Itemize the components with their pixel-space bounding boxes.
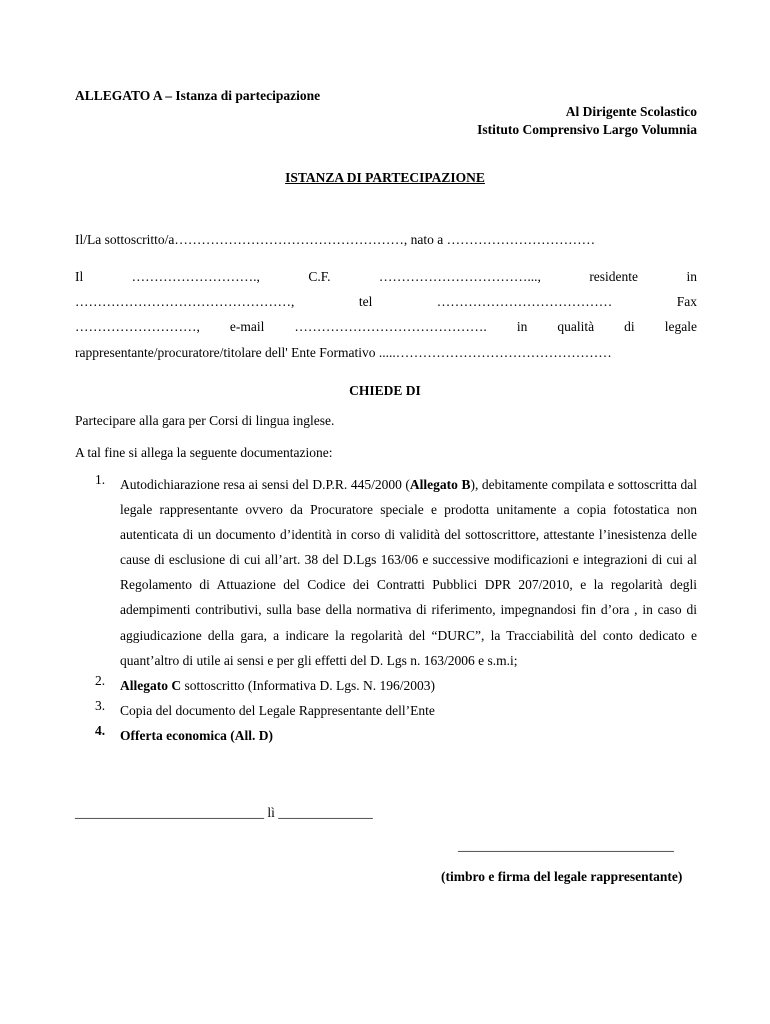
item-bold-text: Allegato B (409, 477, 471, 492)
list-item (95, 472, 697, 673)
form-line-4-part: legale (664, 319, 697, 334)
form-line-4-part: qualità (557, 319, 595, 334)
signature-line: ________________________________ (458, 838, 674, 853)
request-heading: CHIEDE DI (349, 383, 421, 398)
form-line-2-part: in (686, 269, 697, 284)
form-line-2 (75, 269, 697, 285)
list-item (95, 723, 697, 748)
item-text: Copia del documento del Legale Rappresentante dell’Ente (120, 702, 435, 718)
form-line-3-part: Fax (676, 294, 697, 309)
form-line-2-part: residente (589, 269, 639, 284)
form-line-3 (75, 294, 697, 310)
place-date-field: ____________________________ lì ______________ (75, 805, 373, 820)
form-line-2-part: ………………………., (131, 269, 260, 284)
form-line-4 (75, 319, 697, 335)
form-line-4-part: e-mail (229, 319, 265, 334)
item-text: sottoscritto (Informativa D. Lgs. N. 196/2003) (181, 677, 435, 693)
form-line-4-part: ……………………………………. (294, 319, 487, 334)
list-item-text (120, 673, 697, 698)
form-line-1: Il/La sottoscritto/a……………………………………………, nato a …………………………… (75, 232, 596, 247)
allegato-title: ALLEGATO A – Istanza di partecipazione (75, 88, 321, 103)
form-line-3-part: tel (358, 294, 373, 309)
signature-caption: (timbro e firma del legale rappresentante) (441, 869, 683, 884)
form-line-5: rappresentante/procuratore/titolare dell' Ente Formativo .....………………………………………… (75, 345, 612, 360)
list-item-text (120, 723, 697, 748)
form-line-4-part: di (624, 319, 635, 334)
form-line-3-part: ………………………………… (436, 294, 613, 309)
item-text: Autodichiarazione resa ai sensi del D.P.R. 445/2000 ( (120, 477, 410, 492)
list-item (95, 698, 697, 723)
form-line-4-part: in (516, 319, 528, 334)
recipient-line-1: Al Dirigente Scolastico (565, 104, 697, 119)
attachment-intro: A tal fine si allega la seguente documentazione: (75, 445, 333, 460)
list-item-number: 1. (95, 472, 106, 487)
list-item-number: 4. (95, 722, 106, 738)
form-line-4-part: ………………………, (75, 319, 200, 334)
item-bold-text: Allegato C (120, 677, 182, 693)
list-item-number: 3. (95, 697, 106, 713)
list-item-text (120, 472, 697, 673)
list-item (95, 673, 697, 698)
form-line-2-part: C.F. (308, 269, 331, 284)
item-bold-text: Offerta economica (All. D) (120, 727, 273, 743)
form-line-2-part: ……………………………..., (378, 269, 541, 284)
recipient-line-2: Istituto Comprensivo Largo Volumnia (477, 122, 697, 137)
list-item-text (120, 698, 697, 723)
document-title: ISTANZA DI PARTECIPAZIONE (285, 170, 485, 185)
participation-text: Partecipare alla gara per Corsi di lingua inglese. (75, 413, 335, 428)
list-item-number: 2. (95, 672, 106, 688)
item-text: ), debitamente compilata e sottoscritta dal legale rappresentante ovvero da Procuratore speciale e prodotta unitamente a copia fotostatica non autenticata di un documento d’identità in corso di validità del sottoscrittore, attestante l’inesistenza delle cause di esclusione di cui all’art. 38 del D.Lgs 163/06 e successive modificazioni e integrazioni di cui al Regolamento di Attuazione del Codice dei Contratti Pubblici DPR 207/2010, e la regolarità degli adempimenti contributivi, sulla base della normativa di riferimento, impegnandosi fin d’ora , in caso di aggiudicazione della gara, a indicare la regolarità del “DURC”, la Tracciabilità del conto dedicato e quant’altro di utile ai sensi e per gli effetti del D. Lgs n. 163/2006 e s.m.i; (120, 477, 697, 668)
attachment-list (95, 472, 697, 748)
form-line-3-part: …………………………………………, (75, 294, 295, 309)
form-line-2-part: Il (75, 269, 84, 284)
